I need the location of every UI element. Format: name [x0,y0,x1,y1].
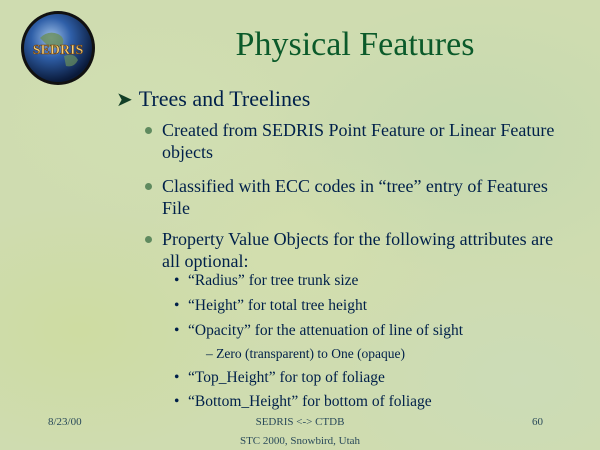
attribute-item [174,297,367,315]
dash-bullet-icon: – [206,346,217,361]
small-bullet-icon: • [174,322,180,339]
sub-bullet-text: Property Value Objects for the following attributes are all optional: [162,229,554,271]
attribute-item [174,322,463,340]
sub-bullet [145,228,565,272]
logo-text: SEDRIS [32,43,84,58]
main-bullet-text: Trees and Treelines [138,86,311,111]
main-bullet [116,86,310,112]
footer-page-number: 60 [532,416,543,428]
attribute-item [174,393,432,411]
sub-bullet [145,175,565,219]
small-bullet-icon: • [174,393,180,410]
attribute-item [174,272,358,290]
footer-date: 8/23/00 [48,416,82,428]
attribute-text: “Radius” for tree trunk size [188,272,359,289]
attribute-text: “Height” for total tree height [188,297,368,314]
arrow-bullet-icon: ➤ [116,88,133,111]
attribute-item [174,369,385,387]
attribute-text: “Opacity” for the attenuation of line of sight [188,322,464,339]
small-bullet-icon: • [174,297,180,314]
footer-event: STC 2000, Snowbird, Utah [239,435,361,447]
round-bullet-icon [145,127,152,134]
round-bullet-icon [145,183,152,190]
opacity-note-text: Zero (transparent) to One (opaque) [216,346,406,361]
footer-center: SEDRIS <-> CTDB [255,416,345,428]
attribute-text: “Top_Height” for top of foliage [188,369,385,386]
sub-bullet-text: Created from SEDRIS Point Feature or Linear Feature objects [162,120,555,162]
round-bullet-icon [145,236,152,243]
small-bullet-icon: • [174,272,180,289]
small-bullet-icon: • [174,369,180,386]
sub-bullet-text: Classified with ECC codes in “tree” entry of Features File [162,176,548,218]
attribute-text: “Bottom_Height” for bottom of foliage [188,393,432,410]
slide-title: Physical Features [235,26,475,63]
opacity-note [206,346,405,362]
sub-bullet [145,119,565,163]
